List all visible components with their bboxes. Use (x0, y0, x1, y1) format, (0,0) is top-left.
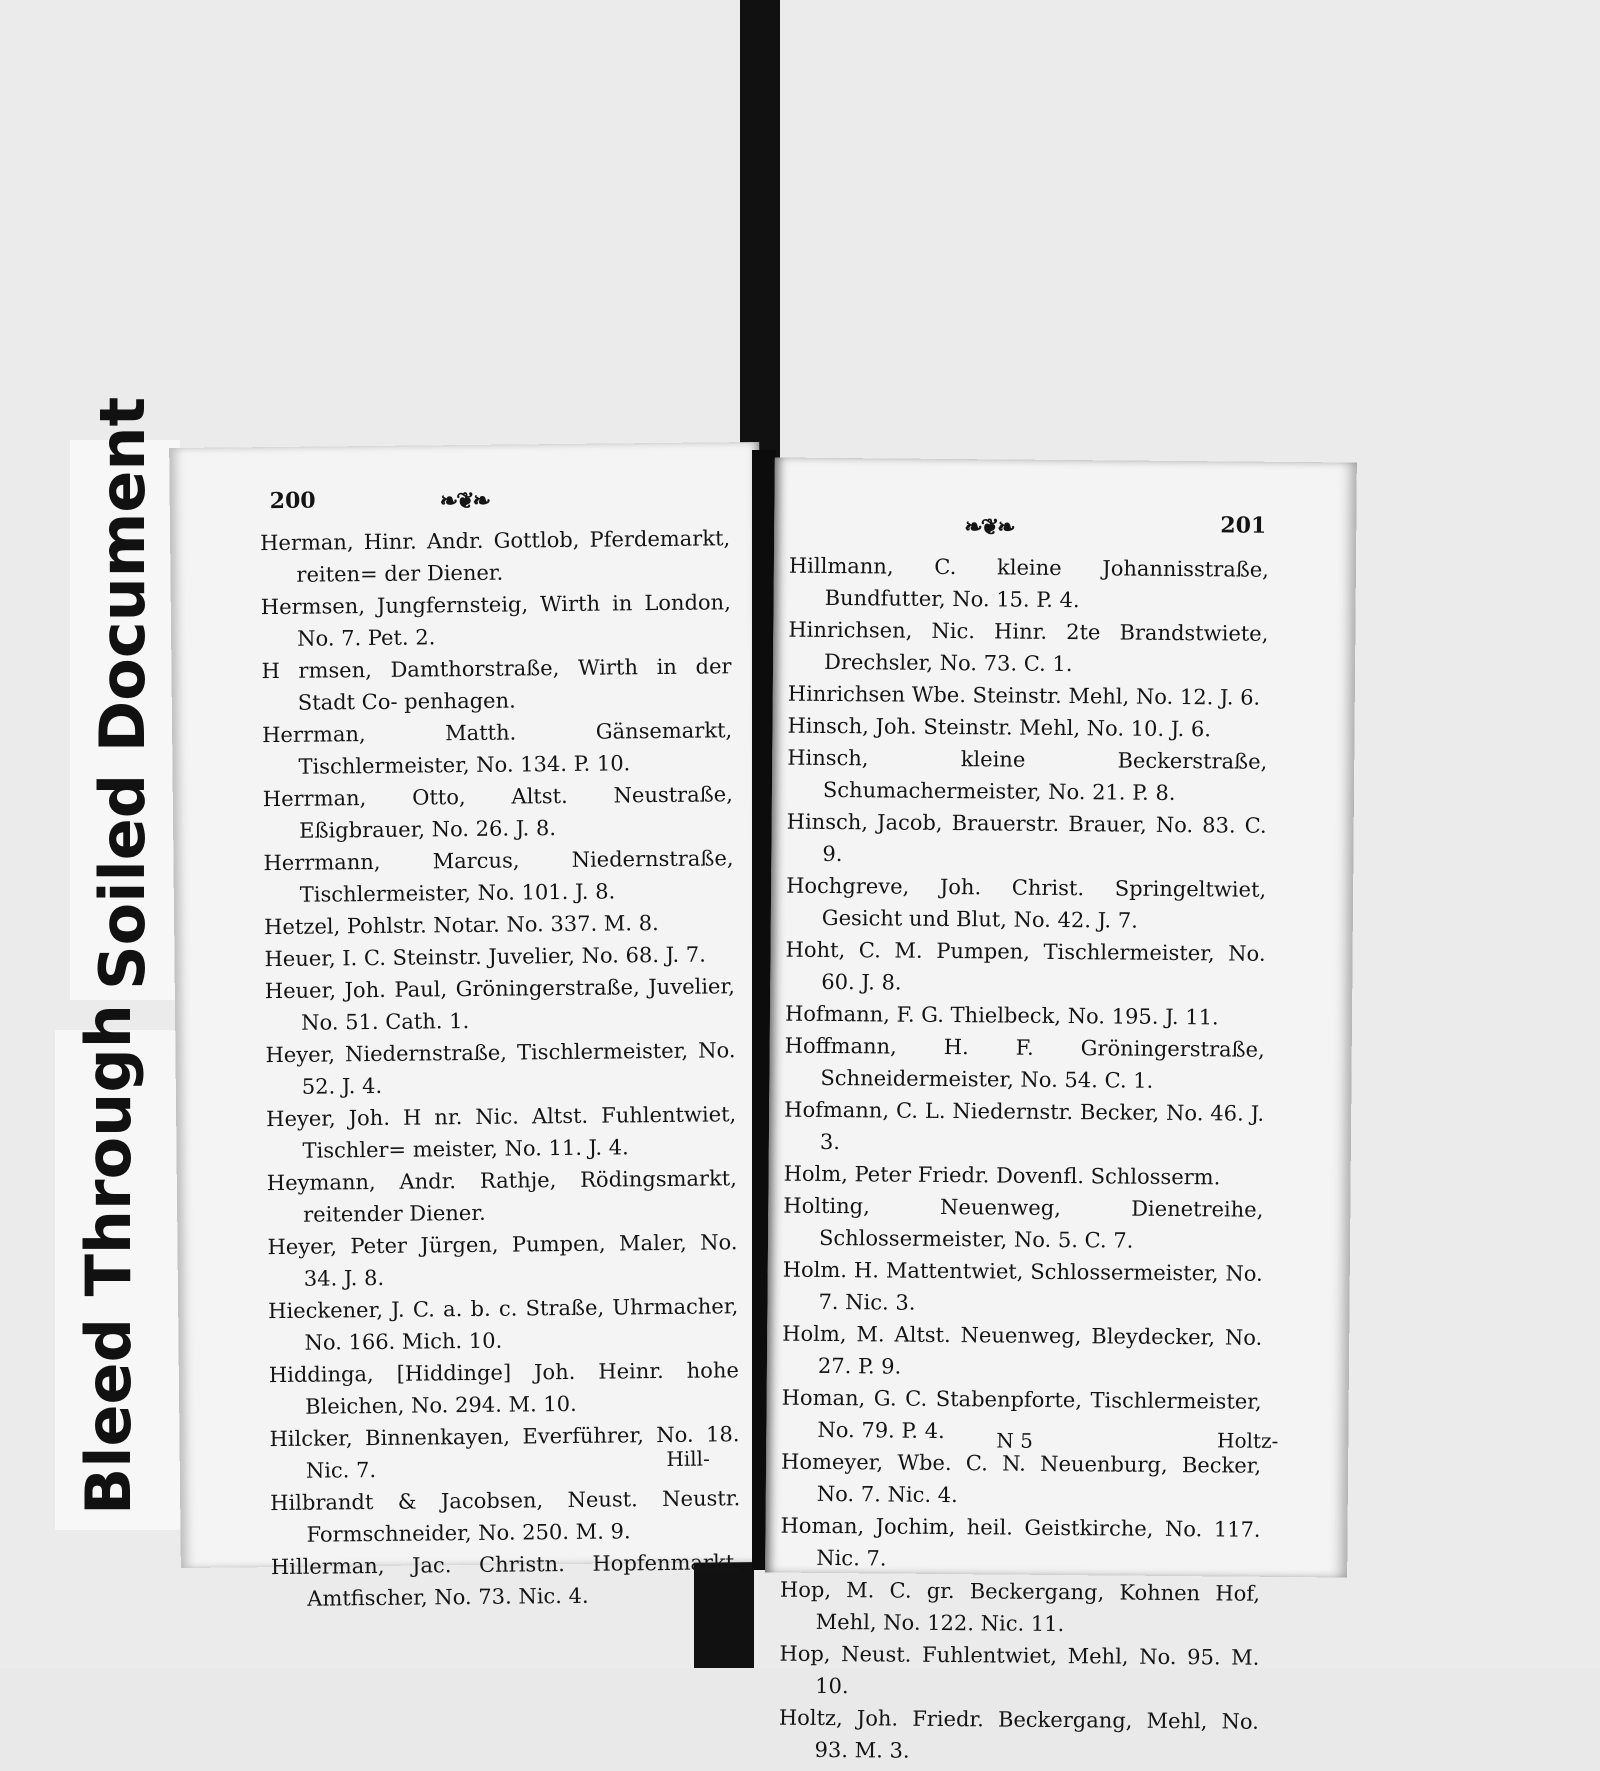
directory-entry: Herrman, Otto, Altst. Neustraße, Eßigbrauer, No. 26. J. 8. (262, 782, 733, 843)
directory-entry: Heymann, Andr. Rathje, Rödingsmarkt, reitender Diener. (266, 1166, 737, 1227)
binding-strip-top (740, 0, 780, 470)
left-page (169, 442, 771, 1611)
directory-entry: Hilcker, Binnenkayen, Everführer, No. 18. Nic. 7. (269, 1422, 740, 1483)
left-catchword: Hill- (666, 1446, 710, 1471)
directory-entry: Hoffmann, H. F. Gröningerstraße, Schneidermeister, No. 54. C. 1. (784, 1033, 1265, 1093)
left-header-ornament: ❧❦❧ (439, 487, 490, 515)
directory-entry: Hetzel, Pohlstr. Notar. No. 337. M. 8. (264, 911, 659, 940)
directory-entry: Holm. H. Mattentwiet, Schlossermeister, No. 7. Nic. 3. (782, 1257, 1263, 1315)
left-page-number: 200 (269, 487, 316, 515)
right-header-ornament: ❧❦❧ (964, 514, 1014, 541)
bleed-through-label: Bleed Through (72, 1004, 145, 1515)
directory-entry: Heyer, Peter Jürgen, Pumpen, Maler, No. 34. J. 8. (267, 1230, 738, 1291)
directory-entry: Hillmann, C. kleine Johannisstraße, Bundfutter, No. 15. P. 4. (788, 553, 1270, 613)
signature-mark: N 5 (996, 1428, 1034, 1453)
directory-entry: Holtz, Joh. Friedr. Beckergang, Mehl, No. 93. M. 3. (778, 1705, 1259, 1763)
directory-entry: Hoht, C. M. Pumpen, Tischlermeister, No. 60. J. 8. (785, 937, 1266, 995)
directory-entry: Heyer, Niedernstraße, Tischlermeister, No. 52. J. 4. (265, 1038, 736, 1099)
directory-entry: Holm, Peter Friedr. Dovenfl. Schlosserm. (783, 1161, 1221, 1190)
directory-entry: Hofmann, C. L. Niedernstr. Becker, No. 46. J. 3. (784, 1097, 1265, 1155)
soiled-document-label: Soiled Document (86, 396, 159, 990)
directory-entry: Hop, M. C. gr. Beckergang, Kohnen Hof, Mehl, No. 122. Nic. 11. (779, 1577, 1261, 1637)
directory-entry: Hinsch, kleine Beckerstraße, Schumachermeister, No. 21. P. 8. (787, 745, 1268, 805)
right-entry-list (778, 550, 1269, 1770)
right-catchword: Holtz- (1216, 1428, 1279, 1453)
right-page-number: 201 (1220, 512, 1267, 539)
directory-entry: Holting, Neuenweg, Dienetreihe, Schlossermeister, No. 5. C. 7. (783, 1193, 1264, 1253)
directory-entry: Homeyer, Wbe. C. N. Neuenburg, Becker, No. 7. Nic. 4. (781, 1449, 1262, 1508)
directory-entry: Hillerman, Jac. Christn. Hopfenmarkt, Amtfischer, No. 73. Nic. 4. (270, 1550, 741, 1611)
directory-entry: Hiddinga, [Hiddinge] Joh. Heinr. hohe Bleichen, No. 294. M. 10. (268, 1358, 739, 1419)
directory-entry: Herrman, Matth. Gänsemarkt, Tischlermeister, No. 134. P. 10. (262, 718, 733, 779)
directory-entry: Heyer, Joh. H nr. Nic. Altst. Fuhlentwiet, Tischler= meister, No. 11. J. 4. (266, 1102, 737, 1163)
directory-entry: Heuer, Joh. Paul, Gröningerstraße, Juvelier, No. 51. Cath. 1. (264, 974, 735, 1035)
directory-entry: Hinsch, Jacob, Brauerstr. Brauer, No. 83. C. 9. (786, 809, 1267, 867)
directory-entry: Homan, Jochim, heil. Geistkirche, No. 117. Nic. 7. (780, 1513, 1261, 1571)
directory-entry: Herrmann, Marcus, Niedernstraße, Tischlermeister, No. 101. J. 8. (263, 846, 734, 907)
right-page (765, 457, 1357, 1763)
directory-entry: Homan, G. C. Stabenpforte, Tischlermeister, No. 79. P. 4. (781, 1385, 1262, 1444)
directory-entry: Hinrichsen, Nic. Hinr. 2te Brandstwiete, Drechsler, No. 73. C. 1. (788, 617, 1269, 677)
directory-entry: Hop, Neust. Fuhlentwiet, Mehl, No. 95. M. 10. (779, 1641, 1260, 1699)
directory-entry: H rmsen, Damthorstraße, Wirth in der Stadt Co- penhagen. (261, 654, 732, 715)
directory-entry: Hinrichsen Wbe. Steinstr. Mehl, No. 12. J. 6. (787, 681, 1261, 710)
directory-entry: Hilbrandt & Jacobsen, Neust. Neustr. Formschneider, No. 250. M. 9. (270, 1486, 741, 1547)
directory-entry: Heuer, I. C. Steinstr. Juvelier, No. 68. J. 7. (264, 942, 706, 972)
directory-entry: Hofmann, F. G. Thielbeck, No. 195. J. 11. (784, 1001, 1219, 1030)
directory-entry: Hermsen, Jungfernsteig, Wirth in London, No. 7. Pet. 2. (260, 590, 731, 651)
directory-entry: Hochgreve, Joh. Christ. Springeltwiet, Gesicht und Blut, No. 42. J. 7. (786, 873, 1267, 933)
directory-entry: Herman, Hinr. Andr. Gottlob, Pferdemarkt, reiten= der Diener. (260, 526, 731, 587)
directory-entry: Hieckener, J. C. a. b. c. Straße, Uhrmacher, No. 166. Mich. 10. (268, 1294, 739, 1355)
directory-entry: Hinsch, Joh. Steinstr. Mehl, No. 10. J. 6. (787, 713, 1212, 742)
directory-entry: Holm, M. Altst. Neuenweg, Bleydecker, No. 27. P. 9. (782, 1321, 1263, 1379)
